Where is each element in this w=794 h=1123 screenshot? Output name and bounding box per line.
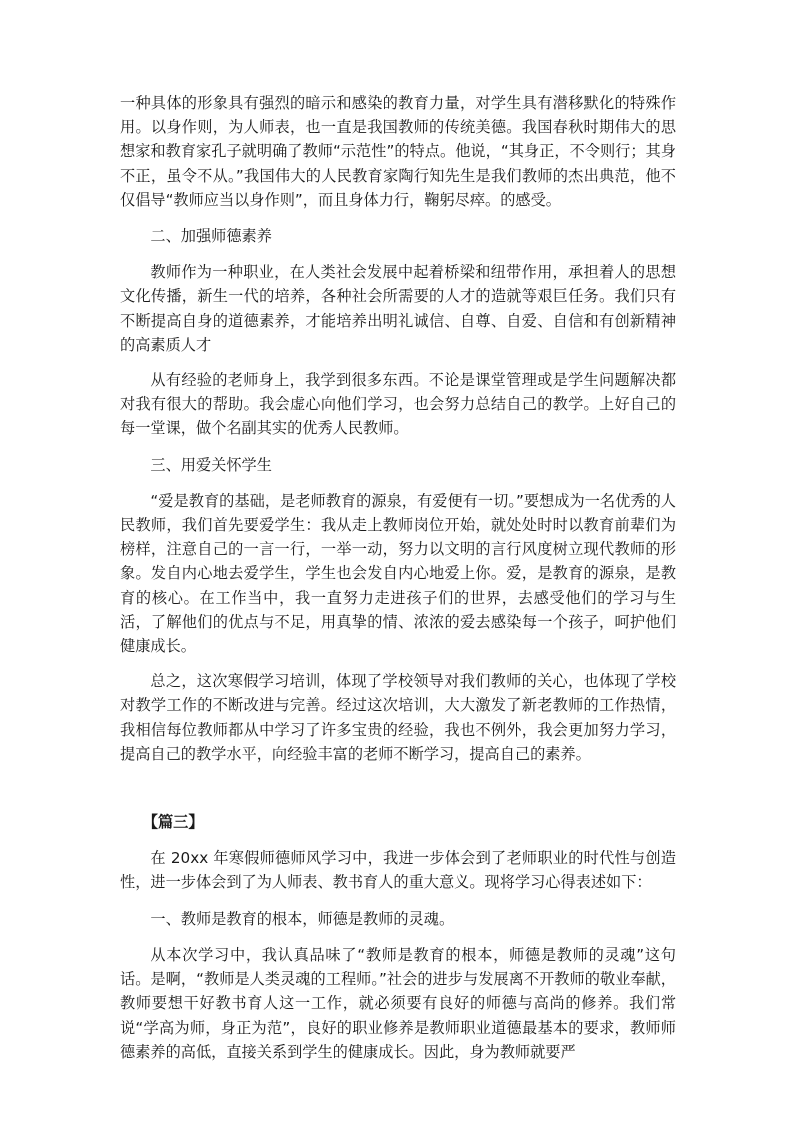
heading-teacher-root: 一、教师是教育的根本，师德是教师的灵魂。 (150, 909, 455, 928)
heading-care-for-students: 三、用爱关怀学生 (150, 455, 272, 474)
paragraph-5: 总之，这次寒假学习培训，体现了学校领导对我们教师的关心，也体现了学校对教学工作的不断改进与完善。经过这次培训，大大激发了新老教师的工作热情，我相信每位教师都从中学习了许多宝贵的经验，我也不例外，我会更加努力学习，提高自己的教学水平，向经验丰富的老师不断学习，提高自己的素养。 (120, 672, 676, 763)
paragraph-2: 教师作为一种职业，在人类社会发展中起着桥梁和纽带作用，承担着人的思想文化传播，新生一代的培养，各种社会所需要的人才的造就等艰巨任务。我们只有不断提高自身的道德素养，才能培养出明礼诚信、自尊、自爱、自信和有创新精神的高素质人才 (120, 263, 676, 354)
paragraph-7: 从本次学习中，我认真品味了“教师是教育的根本，师德是教师的灵魂”这句话。是啊，“教师是人类灵魂的工程师。”社会的进步与发展离不开教师的敬业奉献，教师要想干好教书育人这一工作，就必须要有良好的师德与高尚的修养。我们常说“学高为师，身正为范”，良好的职业修养是教师职业道德最基本的要求，教师师德素养的高低，直接关系到学生的健康成长。因此，身为教师就要严 (120, 945, 676, 1061)
paragraph-4: “爱是教育的基础，是老师教育的源泉，有爱便有一切。”要想成为一名优秀的人民教师，我们首先要爱学生：我从走上教师岗位开始，就处处时时以教育前辈们为榜样，注意自己的一言一行，一举一动，努力以文明的言行风度树立现代教师的形象。发自内心地去爱学生，学生也会发自内心地爱上你。爱，是教育的源泉，是教育的核心。在工作当中，我一直努力走进孩子们的世界，去感受他们的学习与生活，了解他们的优点与不足，用真挚的情、浓浓的爱去感染每一个孩子，呵护他们健康成长。 (120, 491, 676, 656)
paragraph-1: 一种具体的形象具有强烈的暗示和感染的教育力量，对学生具有潜移默化的特殊作用。以身作则，为人师表，也一直是我国教师的传统美德。我国春秋时期伟大的思想家和教育家孔子就明确了教师“示范性”的特点。他说，“其身正，不令则行；其身不正，虽令不从。”我国伟大的人民教育家陶行知先生是我们教师的杰出典范，他不仅倡导“教师应当以身作则”，而且身体力行，鞠躬尽瘁。的感受。 (120, 94, 676, 209)
heading-strengthen-ethics: 二、加强师德素养 (150, 227, 272, 246)
paragraph-3: 从有经验的老师身上，我学到很多东西。不论是课堂管理或是学生问题解决都对我有很大的帮助。我会虚心向他们学习，也会努力总结自己的教学。上好自己的每一堂课，做个名副其实的优秀人民教师。 (120, 371, 676, 438)
paragraph-6: 在 20xx 年寒假师德师风学习中，我进一步体会到了老师职业的时代性与创造性，进一步体会到了为人师表、教书育人的重大意义。现将学习心得表述如下： (120, 849, 676, 892)
section-title: 【篇三】 (142, 813, 204, 832)
document-page (120, 91, 676, 1064)
